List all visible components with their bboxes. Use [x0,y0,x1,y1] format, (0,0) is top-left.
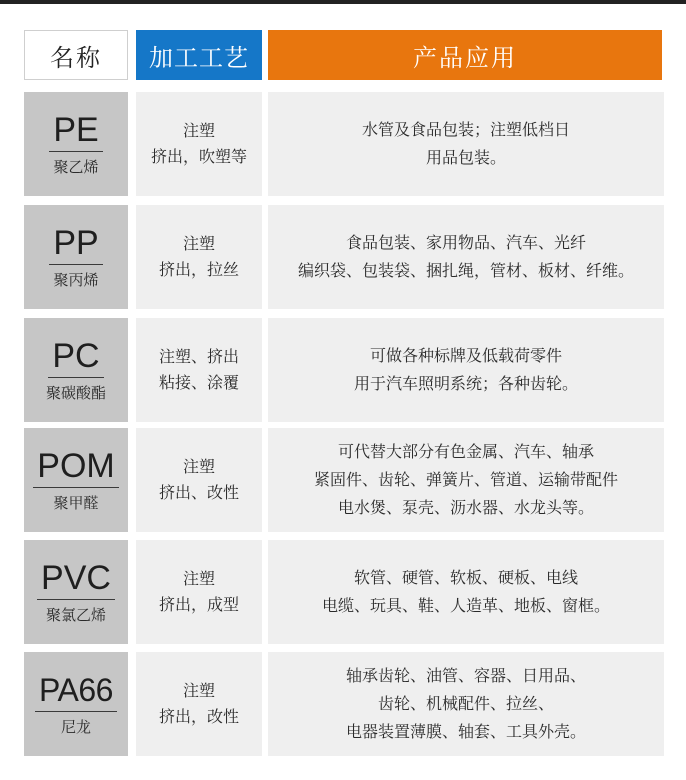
application-cell [268,540,664,644]
table-row [24,428,664,532]
application-line: 编织袋、包装袋、捆扎绳，管材、板材、纤维。 [297,261,634,280]
header-application: 产品应用 [268,30,662,80]
material-chinese-name: 聚乙烯 [53,157,99,176]
application-line: 用品包装。 [425,148,506,167]
process-cell [136,318,262,422]
material-name-cell [24,652,128,756]
application-line: 电缆、玩具、鞋、人造革、地板、窗框。 [321,596,610,615]
material-chinese-name: 尼龙 [60,717,91,736]
material-name-cell [24,205,128,309]
material-abbreviation: PE [49,111,102,152]
application-line: 用于汽车照明系统；各种齿轮。 [353,374,578,393]
process-cell [136,205,262,309]
material-name-cell [24,428,128,532]
table-row [24,540,664,644]
table-row [24,92,664,196]
application-line: 软管、硬管、软板、硬板、电线 [353,568,578,587]
material-name-cell [24,540,128,644]
material-abbreviation: PVC [37,559,115,600]
header-name: 名称 [24,30,128,80]
application-cell [268,205,664,309]
process-line: 注塑、挤出 [158,347,239,366]
process-cell [136,652,262,756]
process-line: 注塑 [182,569,215,588]
process-line: 注塑 [182,121,215,140]
application-cell [268,428,664,532]
material-name-cell [24,92,128,196]
material-abbreviation: PA66 [35,671,117,712]
application-cell [268,652,664,756]
application-line: 食品包装、家用物品、汽车、光纤 [345,233,586,252]
table-row [24,652,664,756]
application-line: 紧固件、齿轮、弹簧片、管道、运输带配件 [313,470,618,489]
application-line: 电水煲、泵壳、沥水器、水龙头等。 [337,498,594,517]
table-row [24,205,664,309]
application-line: 轴承齿轮、油管、容器、日用品、 [345,666,586,685]
process-line: 注塑 [182,234,215,253]
application-line: 可做各种标牌及低载荷零件 [369,346,562,365]
table-row [24,318,664,422]
application-line: 电器装置薄膜、轴套、工具外壳。 [345,722,586,741]
process-line: 挤出，改性 [158,707,239,726]
material-abbreviation: PC [48,337,103,378]
process-line: 注塑 [182,457,215,476]
process-line: 挤出，吹塑等 [150,147,247,166]
application-cell [268,92,664,196]
material-abbreviation: POM [33,447,118,488]
application-line: 齿轮、机械配件、拉丝、 [377,694,554,713]
process-cell [136,428,262,532]
material-chinese-name: 聚氯乙烯 [45,605,106,624]
process-cell [136,92,262,196]
material-chinese-name: 聚丙烯 [53,270,99,289]
process-line: 注塑 [182,681,215,700]
process-line: 粘接、涂覆 [158,373,239,392]
material-chinese-name: 聚甲醛 [53,493,99,512]
application-line: 可代替大部分有色金属、汽车、轴承 [337,442,594,461]
process-cell [136,540,262,644]
application-line: 水管及食品包装；注塑低档日 [361,120,570,139]
process-line: 挤出，拉丝 [158,260,239,279]
material-name-cell [24,318,128,422]
top-border-line [0,0,686,4]
process-line: 挤出、改性 [158,483,239,502]
material-chinese-name: 聚碳酸酯 [45,383,106,402]
material-abbreviation: PP [49,224,102,265]
header-process: 加工工艺 [136,30,262,80]
process-line: 挤出，成型 [158,595,239,614]
application-cell [268,318,664,422]
